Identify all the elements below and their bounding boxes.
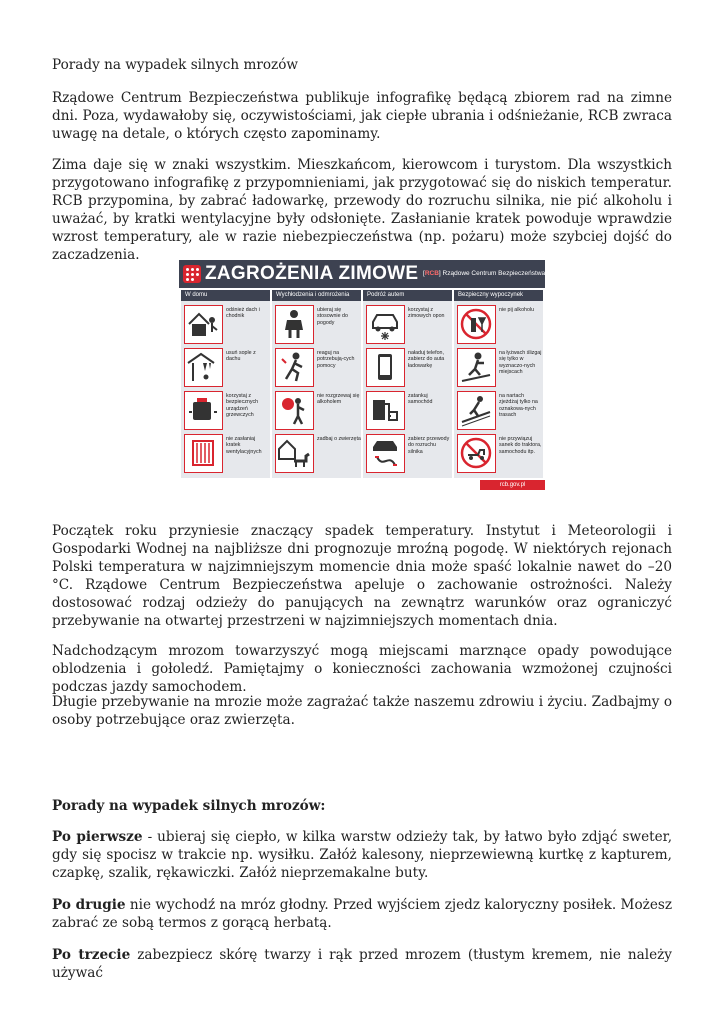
- heater-icon: [184, 391, 223, 430]
- phone-charger-icon: [366, 348, 405, 387]
- tip-cell: [275, 391, 358, 431]
- tip-caption: usuń sople z dachu: [226, 350, 256, 363]
- infographic-header: [179, 260, 545, 288]
- warm-clothes-icon: [275, 305, 314, 344]
- tip-caption: naładuj telefon, zabierz do auta ładowarkę: [408, 350, 445, 369]
- column-header: Bezpieczny wypoczynek: [454, 290, 543, 301]
- org-prefix: RCB: [424, 270, 439, 277]
- paragraph-3: Początek roku przyniesie znaczący spadek temperatury. Instytut i Meteorologii i Gospodarki Wodnej na najbliższe dni prognozuje mroźną pogodę. W niektórych rejonach Polski temperatura w najzimniejszym momencie dnia może spaść lokalnie nawet do –20 °C. Rządowe Centrum Bezpieczeństwa apeluje o zachowanie ostrożności. Należy dostosować rodzaj odzieży do panujących na zewnątrz warunków oraz ograniczyć przebywanie na otwartej przestrzeni w najzimniejszych momentach dnia.: [52, 523, 672, 629]
- tip-cell: [275, 348, 358, 388]
- section-heading: Porady na wypadek silnych mrozów:: [52, 798, 326, 814]
- column-car-travel: [363, 290, 452, 478]
- tip-3: [52, 946, 672, 982]
- tip-cell: [366, 305, 449, 345]
- vent-grille-icon: [184, 434, 223, 473]
- column-header: W domu: [181, 290, 270, 301]
- fuel-pump-icon: [366, 391, 405, 430]
- tip-cell: [366, 348, 449, 388]
- tip-caption: nie pij alkoholu: [499, 307, 535, 313]
- tip-3-text: zabezpiecz skórę twarzy i rąk przed mrozem (tłustym kremem, nie należy używać: [52, 947, 672, 981]
- tip-caption: korzystaj z zimowych opon: [408, 307, 445, 320]
- org-name: Rządowe Centrum Bezpieczeństwa: [442, 270, 545, 277]
- infographic-title: ZAGROŻENIA ZIMOWE: [205, 263, 419, 284]
- column-header: Podróż autem: [363, 290, 452, 301]
- tip-cell: [184, 348, 267, 388]
- winter-hazards-infographic: [179, 260, 545, 490]
- no-sled-towing-icon: [457, 434, 496, 473]
- tip-1-text: - ubieraj się ciepło, w kilka warstw odzieży tak, by łatwo było zdjąć sweter, gdy się spocisz w trakcie np. wysiłku. Załóż kalesony, nieprzewiewną kurtkę z kapturem, czapkę, szalik, rękawiczki. Załóż nieprzemakalne buty.: [52, 829, 673, 881]
- tip-caption: na nartach zjeżdżaj tylko na oznakowa-nych trasach: [499, 393, 538, 418]
- snow-shovel-icon: [184, 305, 223, 344]
- tip-cell: [184, 305, 267, 345]
- ice-skater-icon: [457, 348, 496, 387]
- dog-house-icon: [275, 434, 314, 473]
- no-alcohol-icon: [457, 305, 496, 344]
- paragraph-5: Długie przebywanie na mrozie może zagrażać także naszemu zdrowiu i życiu. Zadbajmy o osoby potrzebujące oraz zwierzęta.: [52, 694, 672, 728]
- skier-icon: [457, 391, 496, 430]
- column-hypothermia: [272, 290, 361, 478]
- paragraph-1: Rządowe Centrum Bezpieczeństwa publikuje infografikę będącą zbiorem rad na zimne dni. Poza, wydawałoby się, oczywistościami, jak ciepłe ubrania i odśnieżanie, RCB zwraca uwagę na detale, o których często zapominamy.: [52, 90, 672, 142]
- tip-2-label: Po drugie: [52, 897, 126, 913]
- column-header: Wychłodzenia i odmrożenia: [272, 290, 361, 301]
- tip-caption: zatankuj samochód: [408, 393, 433, 406]
- tip-cell: [457, 348, 540, 388]
- tip-caption: nie przywiązuj sanek do traktora, samochodu itp.: [499, 436, 542, 455]
- column-home: [181, 290, 270, 478]
- tip-caption: nie rozgrzewaj się alkoholem: [317, 393, 360, 406]
- tip-cell: [457, 305, 540, 345]
- infographic-org: [RCB] Rządowe Centrum Bezpieczeństwa: [423, 270, 545, 277]
- tip-1: [52, 828, 672, 882]
- column-safe-leisure: [454, 290, 543, 478]
- tip-cell: [366, 434, 449, 474]
- tip-caption: ubieraj się stosownie do pogody: [317, 307, 348, 326]
- jumper-cables-icon: [366, 434, 405, 473]
- tip-cell: [457, 391, 540, 431]
- tip-cell: [184, 434, 267, 474]
- icicle-icon: [184, 348, 223, 387]
- winter-tire-car-icon: [366, 305, 405, 344]
- tip-cell: [275, 305, 358, 345]
- document-title: Porady na wypadek silnych mrozów: [52, 57, 299, 73]
- infographic-footer-url: rcb.gov.pl: [480, 480, 545, 490]
- rcb-logo-icon: [183, 265, 201, 283]
- paragraph-2: Zima daje się w znaki wszystkim. Mieszkańcom, kierowcom i turystom. Dla wszystkich przygotowano infografikę z przypomnieniami, jak przygotować się do niskich temperatur. RCB przypomina, by zabrać ładowarkę, przewody do rozruchu silnika, nie pić alkoholu i uważać, by kratki wentylacyjne były odsłonięte. Zasłanianie kratek powoduje wprawdzie wzrost temperatury, ale w razie niebezpieczeństwa (np. pożaru) może szybciej dojść do zaczadzenia.: [52, 157, 672, 263]
- tip-caption: zadbaj o zwierzęta: [317, 436, 361, 442]
- tip-caption: nie zasłaniaj kratek wentylacyjnych: [226, 436, 262, 455]
- tip-2: [52, 896, 672, 932]
- tip-caption: odśnież dach i chodnik: [226, 307, 260, 320]
- paragraph-4: Nadchodzącym mrozom towarzyszyć mogą miejscami marznące opady powodujące oblodzenia i gołoledź. Pamiętajmy o konieczności zachowania wzmożonej czujności podczas jazdy samochodem.: [52, 643, 672, 695]
- tip-caption: zabierz przewody do rozruchu silnika: [408, 436, 450, 455]
- tip-cell: [275, 434, 361, 474]
- alcohol-warning-icon: [275, 391, 314, 430]
- tip-caption: reaguj na potrzebują-cych pomocy: [317, 350, 355, 369]
- tip-cell: [184, 391, 267, 431]
- tip-2-text: nie wychodź na mróz głodny. Przed wyjściem zjedz kaloryczny posiłek. Możesz zabrać ze sobą termos z gorącą herbatą.: [52, 897, 672, 931]
- tip-caption: korzystaj z bezpiecznych urządzeń grzewczych: [226, 393, 259, 418]
- tip-cell: [457, 434, 540, 474]
- tip-cell: [366, 391, 449, 431]
- tip-caption: na łyżwach ślizgaj się tylko w wyznaczo-nych miejscach: [499, 350, 542, 375]
- tip-3-label: Po trzecie: [52, 947, 131, 963]
- tip-1-label: Po pierwsze: [52, 829, 143, 845]
- help-person-icon: [275, 348, 314, 387]
